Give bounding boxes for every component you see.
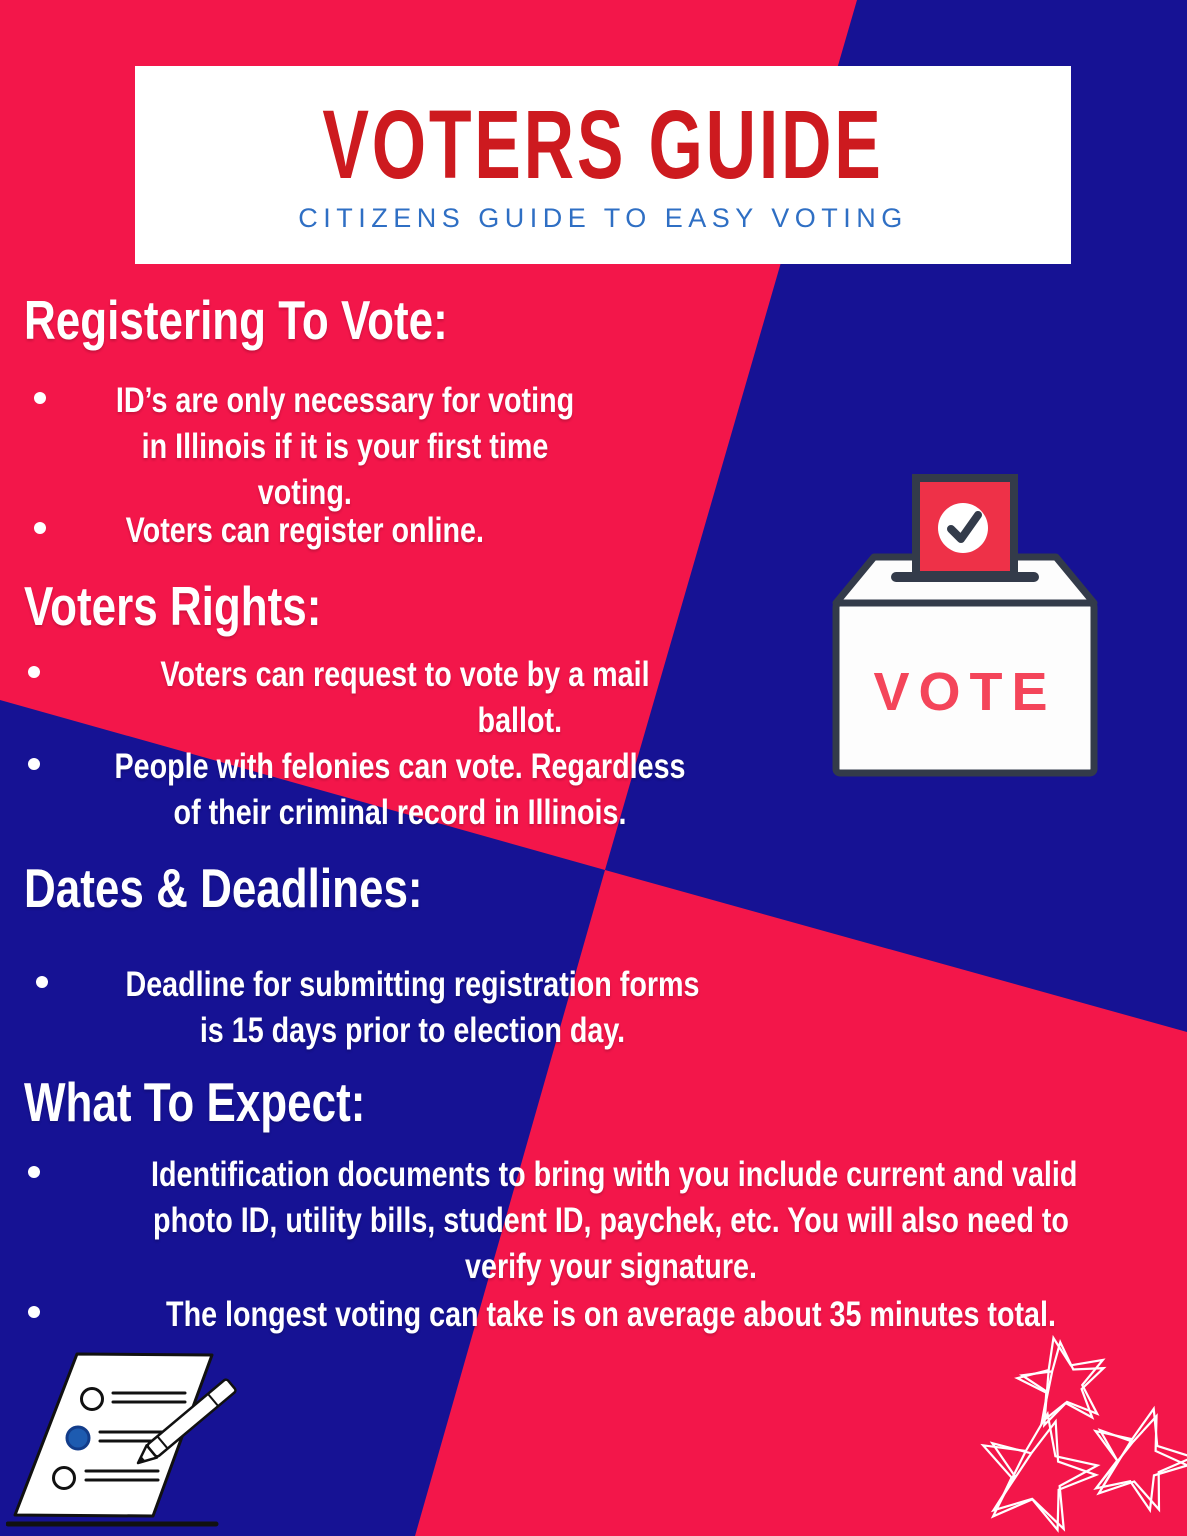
option-circle (54, 1468, 75, 1489)
bullet-registering-2 (60, 508, 630, 554)
option-circle-filled (67, 1427, 89, 1449)
section-heading-voters-rights: Voters Rights: (24, 575, 322, 637)
bullet-line: ballot. (477, 701, 563, 740)
star-small (1011, 1329, 1114, 1429)
check-circle (938, 503, 988, 553)
bullet-line: Identification documents to bring with you include current and valid (150, 1155, 1078, 1194)
section-heading-registering: Registering To Vote: (24, 289, 448, 351)
bullet-line: ID’s are only necessary for voting (115, 381, 575, 420)
bullet-registering-1 (60, 378, 630, 516)
bullet-dot (28, 666, 40, 678)
bullet-rights-2 (50, 744, 750, 836)
bullet-line: People with felonies can vote. Regardless (114, 747, 686, 786)
bullet-line: in Illinois if it is your first time (141, 427, 549, 466)
stars-icon (960, 1325, 1187, 1536)
bullet-line: voting. (257, 473, 352, 512)
vote-label: VOTE (873, 662, 1057, 722)
bullet-line: of their criminal record in Illinois. (173, 793, 627, 832)
bullet-line: Voters can request to vote by a mail (160, 655, 650, 694)
bullet-dot (28, 1166, 40, 1178)
bullet-rights-1 (50, 652, 760, 744)
ballot-box-icon (830, 470, 1100, 782)
poster-title: VOTERS GUIDE (322, 90, 884, 199)
bullet-dates-1 (60, 962, 765, 1054)
bullet-dot (28, 758, 40, 770)
option-circle (82, 1389, 103, 1410)
bullet-line: The longest voting can take is on average about 35 minutes total. (166, 1295, 1056, 1334)
bullet-line: verify your signature. (465, 1247, 757, 1286)
bullet-dot (34, 522, 46, 534)
bullet-line: is 15 days prior to election day. (199, 1011, 626, 1050)
section-heading-what-to-expect: What To Expect: (24, 1071, 366, 1133)
ballot-slip-icon (916, 478, 1014, 575)
bullet-expect-1 (50, 1152, 1172, 1290)
bullet-dot (36, 976, 48, 988)
bullet-dot (28, 1306, 40, 1318)
bullet-line: Voters can register online. (125, 511, 484, 550)
bullet-dot (34, 392, 46, 404)
bullet-line: Deadline for submitting registration forms (125, 965, 700, 1004)
bullet-line: photo ID, utility bills, student ID, paychek, etc. You will also need to (153, 1201, 1069, 1240)
header-card (135, 66, 1071, 264)
ballot-paper-icon (6, 1340, 256, 1532)
section-heading-dates-deadlines: Dates & Deadlines: (24, 857, 423, 919)
ballot-slot (891, 572, 1039, 582)
poster-subtitle: CITIZENS GUIDE TO EASY VOTING (298, 203, 908, 233)
star-large (971, 1404, 1107, 1536)
